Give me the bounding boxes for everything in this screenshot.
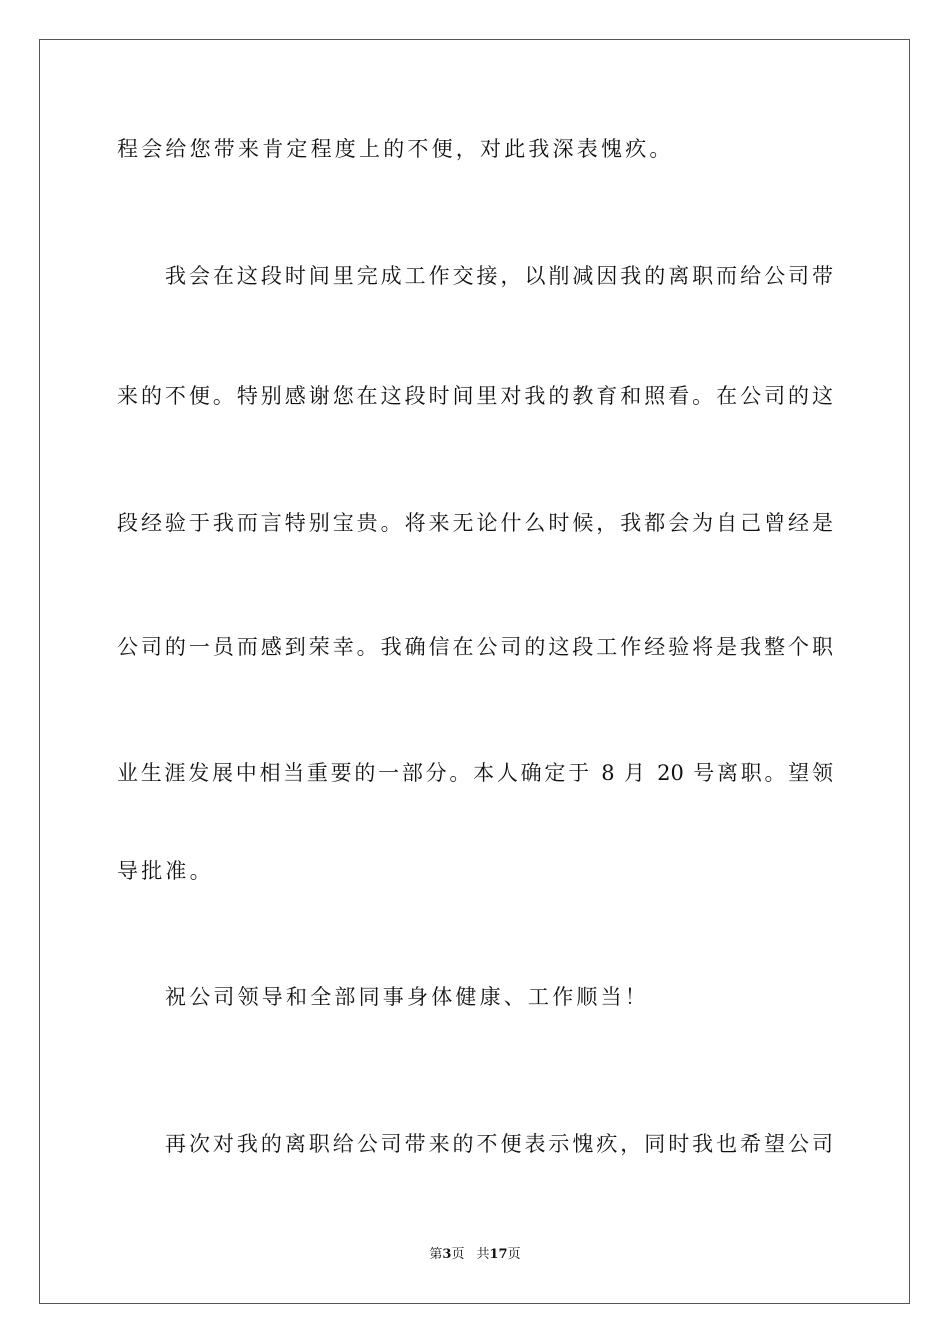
- footer-page-number: 3: [442, 1247, 452, 1262]
- page-frame: [39, 39, 910, 1304]
- footer-total-pages: 17: [489, 1247, 508, 1262]
- text-line-2: 我会在这段时间里完成工作交接，以削减因我的离职而给公司带: [165, 264, 833, 288]
- text-line-7: 导批准。: [117, 859, 214, 883]
- footer-total-suffix: 页: [507, 1247, 521, 1262]
- text-line-1: 程会给您带来肯定程度上的不便，对此我深表愧疚。: [117, 137, 674, 161]
- footer-page-prefix: 第: [429, 1247, 443, 1262]
- text-line-6: 业生涯发展中相当重要的一部分。本人确定于 8 月 20 号离职。望领: [117, 761, 833, 785]
- text-line-5: 公司的一员而感到荣幸。我确信在公司的这段工作经验将是我整个职: [117, 635, 833, 659]
- text-line-3: 来的不便。特别感谢您在这段时间里对我的教育和照看。在公司的这: [117, 384, 833, 408]
- footer-total-prefix: 共: [476, 1247, 490, 1262]
- footer-page-suffix: 页: [451, 1247, 465, 1262]
- text-line-8: 祝公司领导和全部同事身体健康、工作顺当！: [165, 985, 649, 1009]
- text-line-4: 段经验于我而言特别宝贵。将来无论什么时候，我都会为自己曾经是: [117, 511, 833, 535]
- text-line-9: 再次对我的离职给公司带来的不便表示愧疚，同时我也希望公司: [165, 1132, 833, 1156]
- page-footer: [0, 1246, 950, 1264]
